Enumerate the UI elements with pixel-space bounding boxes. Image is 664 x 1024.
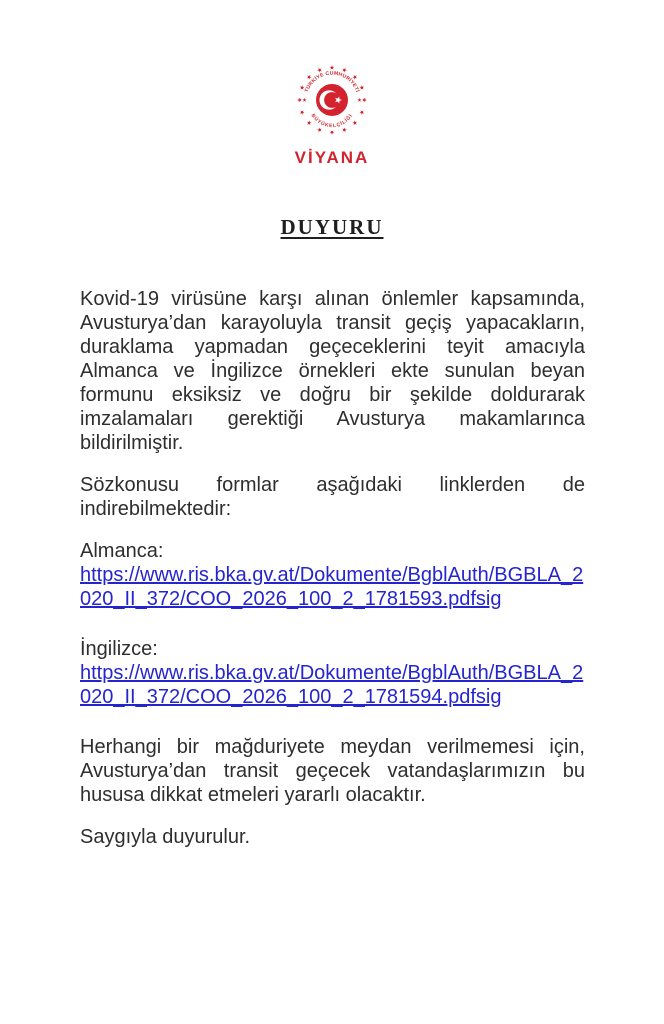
link-label-german: Almanca: (80, 540, 164, 562)
german-form-link-line1: https://www.ris.bka.gv.at/Dokumente/BgblAuth/BGBLA_2 (80, 564, 584, 586)
page-title: DUYURU (280, 215, 384, 239)
link-block-german (80, 539, 585, 611)
mission-city-label: VİYANA (294, 148, 370, 167)
turkish-embassy-seal-icon (291, 59, 373, 141)
paragraph-forms-intro: Sözkonusu formlar aşağıdaki linklerden de indirebilmektedir: (80, 474, 585, 520)
paragraph-advice: Herhangi bir mağduriyete meydan verilmemesi için, Avusturya’dan transit geçecek vatandaşlarımızın bu hususa dikkat etmeleri yararlı olacaktır. (80, 736, 585, 806)
emblem-arc-bottom-text: BÜYÜKELÇİLİĞİ (309, 113, 355, 130)
link-label-english: İngilizce: (80, 638, 158, 660)
german-form-link[interactable] (80, 563, 583, 611)
english-form-link-line1: https://www.ris.bka.gv.at/Dokumente/BgblAuth/BGBLA_2 (80, 662, 584, 684)
paragraph-measures: Kovid-19 virüsüne karşı alınan önlemler kapsamında, Avusturya’dan karayoluyla transit geçiş yapacakların, duraklama yapmadan geçeceklerini teyit amacıyla Almanca ve İngilizce örnekleri ekte sunulan beyan formunu eksiksiz ve doğru bir şekilde doldurarak imzalamaları gerektiği Avusturya makamlarınca bildirilmiştir. (80, 288, 585, 454)
document-body (80, 287, 585, 849)
emblem-arc-top-text: TÜRKİYE CUMHURİYETİ (303, 70, 361, 94)
link-block-english (80, 637, 585, 709)
masthead (0, 0, 664, 168)
closing-salutation: Saygıyla duyurulur. (80, 826, 251, 848)
german-form-link-line2: 020_II_372/COO_2026_100_2_1781593.pdfsig (80, 588, 502, 610)
english-form-link-line2: 020_II_372/COO_2026_100_2_1781594.pdfsig (80, 686, 502, 708)
english-form-link[interactable] (80, 661, 583, 709)
